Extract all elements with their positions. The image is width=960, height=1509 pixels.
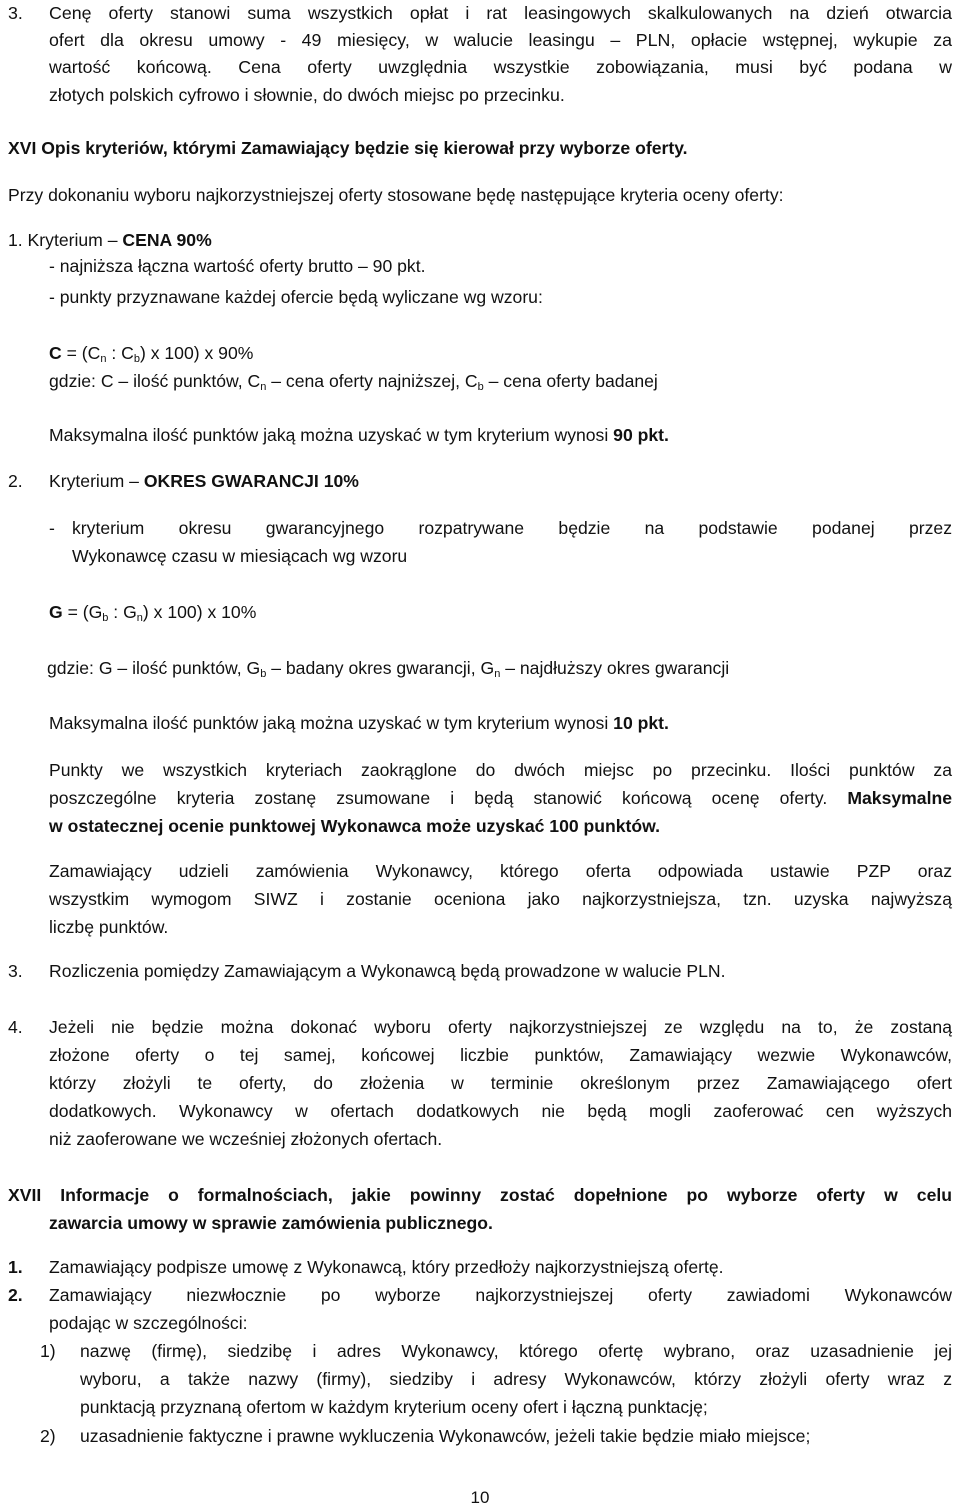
warranty-formula-legend: gdzie: G – ilość punktów, $G_b$ – badany okres gwarancji, $G_n$ – najdłuższy okres gwarancji [47, 658, 730, 680]
notice-subitem-line: wyboru, a także nazwy (firmy), siedziby i adresy Wykonawców, którzy złożyli oferty wraz z [80, 1369, 952, 1389]
price-line [0, 0, 956, 26]
award-line: wszystkim wymogom SIWZ i zostanie oceniona jako najkorzystniejsza, tzn. uzyska najwyższą [49, 889, 952, 909]
warranty-formula: $G = (G_b$ : $G_n$) x 100) x 10% [49, 602, 257, 624]
summary-line: poszczególne kryteria zostanę zsumowane i będą stanowić końcową ocenę oferty. Maksymalne [49, 788, 952, 808]
notice-subitem-line: punktacją przyznaną ofertom w każdym kryterium oceny ofert i łączną punktację; [80, 1397, 708, 1417]
contract-item: 1. Zamawiający podpisze umowę z Wykonawcą, który przedłoży najkorzystniejszą ofertę. [8, 1257, 724, 1277]
price-line [0, 82, 956, 108]
paragraph-text: złotych polskich cyfrowo i słownie, do dwóch miejsc po przecinku. [49, 85, 565, 105]
section-heading: zawarcia umowy w sprawie zamówienia publicznego. [49, 1213, 493, 1233]
criterion-1-line: - najniższa łączna wartość oferty brutto – 90 pkt. [49, 256, 426, 276]
paragraph-text: Cenę oferty stanowi suma wszystkich opłat i rat leasingowych skalkulowanych na dzień otwarcia [49, 3, 952, 23]
paragraph-text: wartość końcową. Cena oferty uwzględnia wszystkie zobowiązania, musi być podana w [49, 57, 952, 77]
price-formula-legend: gdzie: C – ilość punktów, $C_n$ – cena oferty najniższej, $C_b$ – cena oferty badanej [49, 371, 658, 393]
criterion-2-title: 2. Kryterium – OKRES GWARANCJI 10% [8, 471, 359, 491]
paragraph-text: ofert dla okresu umowy - 49 miesięcy, w walucie leasingu – PLN, opłacie wstępnej, wykupie za [49, 30, 952, 50]
criterion-2-desc: Wykonawcę czasu w miesiącach wg wzoru [72, 546, 408, 566]
price-line [0, 54, 956, 80]
price-formula: $C = (C_n$ : $C_b$) x 100) x 90% [49, 343, 254, 365]
criterion-1-title: 1. Kryterium – CENA 90% [8, 230, 212, 250]
page-number: 10 [470, 1488, 490, 1507]
tie-item-line: którzy złożyli te oferty, do złożenia w terminie określonym przez Zamawiającego ofert [49, 1073, 952, 1093]
notice-subitem: 2) uzasadnienie faktyczne i prawne wykluczenia Wykonawców, jeżeli takie będzie miało miejsce; [40, 1426, 811, 1446]
tie-item-line: złożone oferty o tej samej, końcowej liczbie punktów, Zamawiający wezwie Wykonawców, [49, 1045, 952, 1065]
award-line: liczbę punktów. [49, 917, 169, 937]
price-line [0, 27, 956, 53]
contract-item-line: podając w szczególności: [49, 1313, 248, 1333]
tie-item: 4. Jeżeli nie będzie można dokonać wyboru oferty najkorzystniejszej ze względu na to, że zostaną [8, 1017, 952, 1037]
criterion-1-line: - punkty przyznawane każdej ofercie będą wyliczane wg wzoru: [49, 287, 543, 307]
tie-item-line: niż zaoferowane we wcześniej złożonych ofertach. [49, 1129, 443, 1149]
list-number: 3. [8, 3, 23, 23]
section-heading: XVI Opis kryteriów, którymi Zamawiający będzie się kierował przy wyborze oferty. [8, 138, 688, 158]
tie-item-line: dodatkowych. Wykonawcy w ofertach dodatkowych nie będą mogli zaoferować cen wyższych [49, 1101, 952, 1121]
criterion-1-max: Maksymalna ilość punktów jaką można uzyskać w tym kryterium wynosi 90 pkt. [49, 425, 669, 445]
settlement-item: 3. Rozliczenia pomiędzy Zamawiającym a Wykonawcą będą prowadzone w walucie PLN. [8, 961, 726, 981]
notice-subitem: 1) nazwę (firmę), siedzibę i adres Wykonawcy, którego ofertę wybrano, oraz uzasadnienie jej [40, 1341, 952, 1361]
summary-line: Punkty we wszystkich kryteriach zaokrąglone do dwóch miejsc po przecinku. Ilości punktów za [49, 760, 952, 780]
criterion-2-max: Maksymalna ilość punktów jaką można uzyskać w tym kryterium wynosi 10 pkt. [49, 713, 669, 733]
award-line: Zamawiający udzieli zamówienia Wykonawcy, którego oferta odpowiada ustawie PZP oraz [49, 861, 952, 881]
contract-item: 2. Zamawiający niezwłocznie po wyborze najkorzystniejszej oferty zawiadomi Wykonawców [8, 1285, 952, 1305]
criterion-2-desc: - kryterium okresu gwarancyjnego rozpatrywane będzie na podstawie podanej przez [49, 518, 952, 538]
summary-line: w ostatecznej ocenie punktowej Wykonawca może uzyskać 100 punktów. [49, 816, 661, 836]
section-heading: XVII Informacje o formalnościach, jakie powinny zostać dopełnione po wyborze oferty w celu [8, 1185, 952, 1205]
criteria-intro: Przy dokonaniu wyboru najkorzystniejszej oferty stosowane będę następujące kryteria oceny oferty: [8, 185, 784, 205]
